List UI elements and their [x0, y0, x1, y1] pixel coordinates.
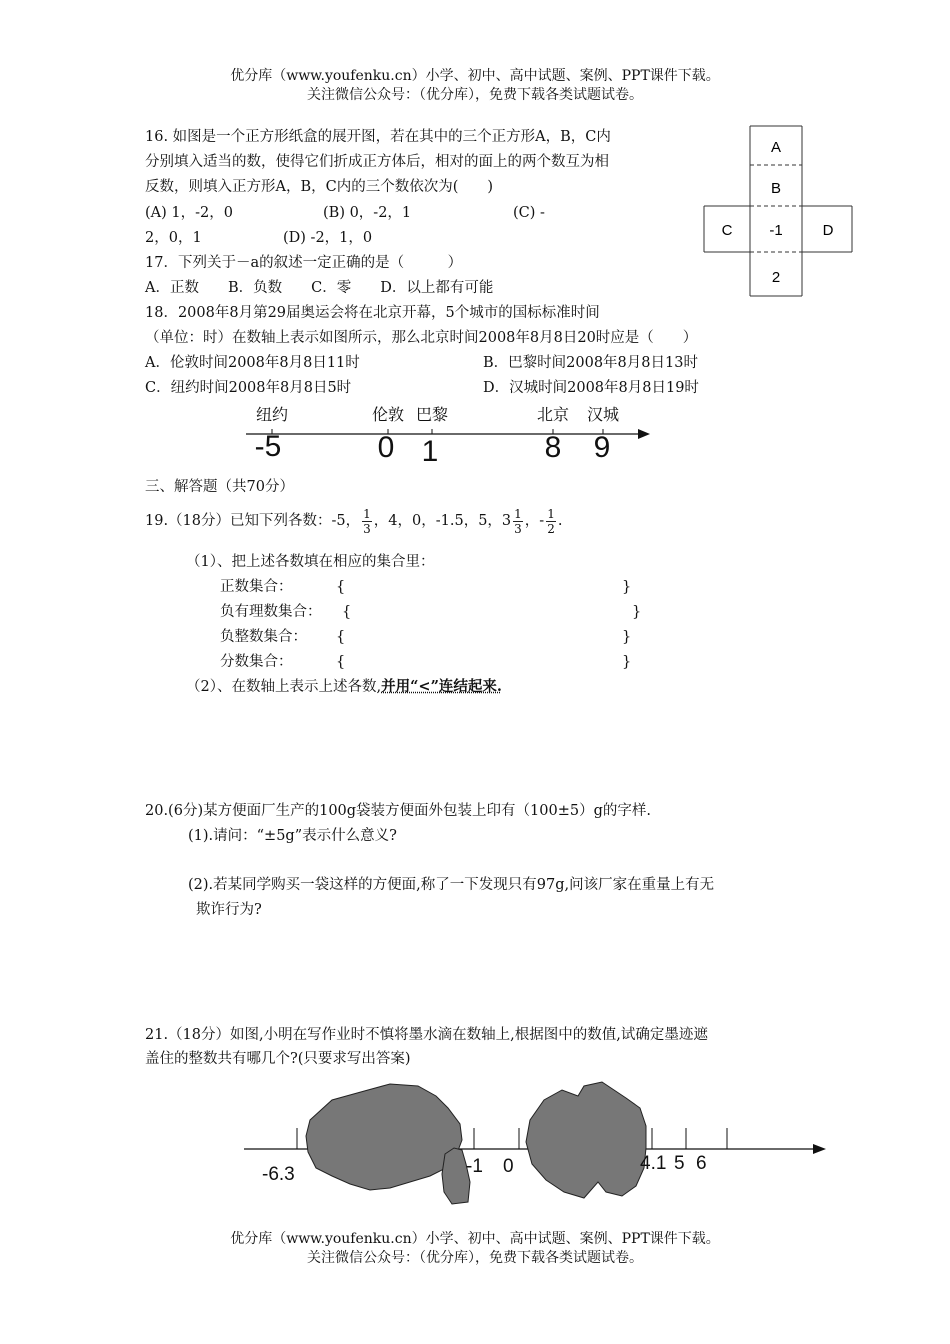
- value-paris: 1: [421, 435, 439, 468]
- net-face-bottom: 2: [771, 269, 781, 286]
- q19-end: .: [557, 513, 563, 529]
- q19-mixed-whole: 3: [501, 513, 512, 529]
- section-3-title: 三、解答题（共70分）: [145, 479, 294, 495]
- value-beijing: 8: [544, 431, 562, 464]
- ink-blot-number-line: [240, 1078, 830, 1208]
- q16-line-2: 分别填入适当的数，使得它们折成正方体后，相对的面上的两个数互为相: [145, 154, 609, 170]
- set-negative-integer-label: 负整数集合：: [220, 629, 307, 645]
- net-face-center: -1: [769, 222, 783, 239]
- q19-stem-mid: ，4，0，-1.5，5，: [373, 513, 502, 529]
- q16-option-a: (A) 1，-2，0: [145, 205, 233, 221]
- q19-part-2: （2）、在数轴上表示上述各数,并用“<”连结起来.: [186, 678, 502, 695]
- city-seoul: 汉城: [586, 407, 620, 424]
- q16-line-3: 反数，则填入正方形A，B，C内的三个数依次为( ): [145, 179, 494, 195]
- q17-options: A．正数 B．负数 C．零 D．以上都有可能: [145, 280, 494, 296]
- set-positive-label: 正数集合：: [220, 579, 293, 595]
- ink-blot-right: [526, 1082, 646, 1198]
- value-seoul: 9: [593, 431, 611, 464]
- axis-label-0: 0: [503, 1156, 514, 1177]
- set-negative-integer-close: }: [622, 629, 632, 645]
- set-fraction-close: }: [622, 654, 632, 670]
- city-beijing: 北京: [536, 407, 570, 424]
- set-positive-close: }: [622, 579, 632, 595]
- value-new-york: -5: [254, 430, 282, 463]
- q21-line-1: 21.（18分）如图,小明在写作业时不慎将墨水滴在数轴上,根据图中的数值,试确定墨迹遮: [145, 1027, 708, 1043]
- q18-option-c: C．纽约时间2008年8月8日5时: [145, 380, 352, 396]
- footer-line-2: 关注微信公众号：（优分库），免费下载各类试题试卷。: [307, 1250, 643, 1266]
- q18-option-b: B．巴黎时间2008年8月8日13时: [483, 355, 698, 371]
- q19-sep: ，: [524, 513, 540, 529]
- q20-sub-2: (2).若某同学购买一袋这样的方便面,称了一下发现只有97g,问该厂家在重量上有无: [188, 877, 715, 893]
- net-face-b: B: [770, 180, 782, 197]
- q21-line-2: 盖住的整数共有哪几个?(只要求写出答案): [145, 1051, 411, 1067]
- q20-sub-2-cont: 欺诈行为?: [196, 902, 262, 918]
- q18-option-d: D．汉城时间2008年8月8日19时: [483, 380, 699, 396]
- axis-label-4-1: 4.1: [640, 1153, 667, 1174]
- footer-line-1: 优分库（www.youfenku.cn）小学、初中、高中试题、案例、PPT课件下载。: [230, 1231, 720, 1247]
- set-fraction-open: {: [336, 654, 346, 670]
- q16-option-c-cont: 2，0，1: [145, 230, 202, 246]
- q18-line-2: （单位：时）在数轴上表示如图所示，那么北京时间2008年8月8日20时应是（ ）: [145, 330, 698, 346]
- axis-label-neg-6-3: -6.3: [262, 1164, 295, 1185]
- header-line-1: 优分库（www.youfenku.cn）小学、初中、高中试题、案例、PPT课件下载。: [230, 68, 720, 84]
- q19-fraction-2: $\frac{1}{3}$: [514, 506, 522, 536]
- q19-stem-prefix: 19.（18分）已知下列各数：-5，: [145, 513, 361, 529]
- q19-fraction-1: $\frac{1}{3}$: [363, 506, 371, 536]
- set-fraction-label: 分数集合：: [220, 654, 293, 670]
- axis-label-neg-1: -1: [466, 1156, 483, 1177]
- set-negative-integer-open: {: [336, 629, 346, 645]
- q19-neg-sign: -: [539, 513, 545, 529]
- set-negative-rational-label: 负有理数集合：: [220, 604, 322, 620]
- city-paris: 巴黎: [415, 407, 449, 424]
- city-london: 伦敦: [371, 407, 405, 424]
- net-face-c: C: [721, 222, 733, 239]
- q19-part-2-emphasis: 并用“<”连结起来.: [381, 678, 502, 695]
- q18-line-1: 18．2008年8月第29届奥运会将在北京开幕，5个城市的国标标准时间: [145, 305, 600, 321]
- cube-net-diagram: [700, 122, 860, 302]
- q20-stem: 20.(6分)某方便面厂生产的100g袋装方便面外包装上印有（100±5）g的字样.: [145, 803, 651, 819]
- ink-blot-left: [306, 1084, 462, 1190]
- q16-option-c: (C) -: [513, 205, 545, 221]
- q20-sub-1: (1).请问：“±5g”表示什么意义?: [188, 828, 397, 844]
- timezone-number-line: [240, 400, 660, 468]
- q16-option-b: (B) 0，-2，1: [323, 205, 412, 221]
- city-new-york: 纽约: [255, 407, 289, 424]
- q18-option-a: A．伦敦时间2008年8月8日11时: [145, 355, 360, 371]
- q16-line-1: 16. 如图是一个正方形纸盒的展开图，若在其中的三个正方形A，B，C内: [145, 129, 611, 145]
- header-line-2: 关注微信公众号：（优分库），免费下载各类试题试卷。: [307, 87, 643, 103]
- q17-stem: 17．下列关于－a的叙述一定正确的是（ ）: [145, 255, 463, 271]
- q19-part-1: （1）、把上述各数填在相应的集合里：: [186, 554, 435, 570]
- set-positive-open: {: [336, 579, 346, 595]
- value-london: 0: [377, 431, 395, 464]
- set-negative-rational-close: }: [632, 604, 642, 620]
- q16-option-d: (D) -2，1，0: [283, 230, 373, 246]
- set-negative-rational-open: {: [342, 604, 352, 620]
- net-face-d: D: [822, 222, 834, 239]
- q19-fraction-3: $\frac{1}{2}$: [547, 506, 555, 536]
- axis-label-5: 5: [674, 1153, 685, 1174]
- net-face-a: A: [770, 139, 782, 156]
- q19-stem: [145, 506, 562, 536]
- axis-label-6: 6: [696, 1153, 707, 1174]
